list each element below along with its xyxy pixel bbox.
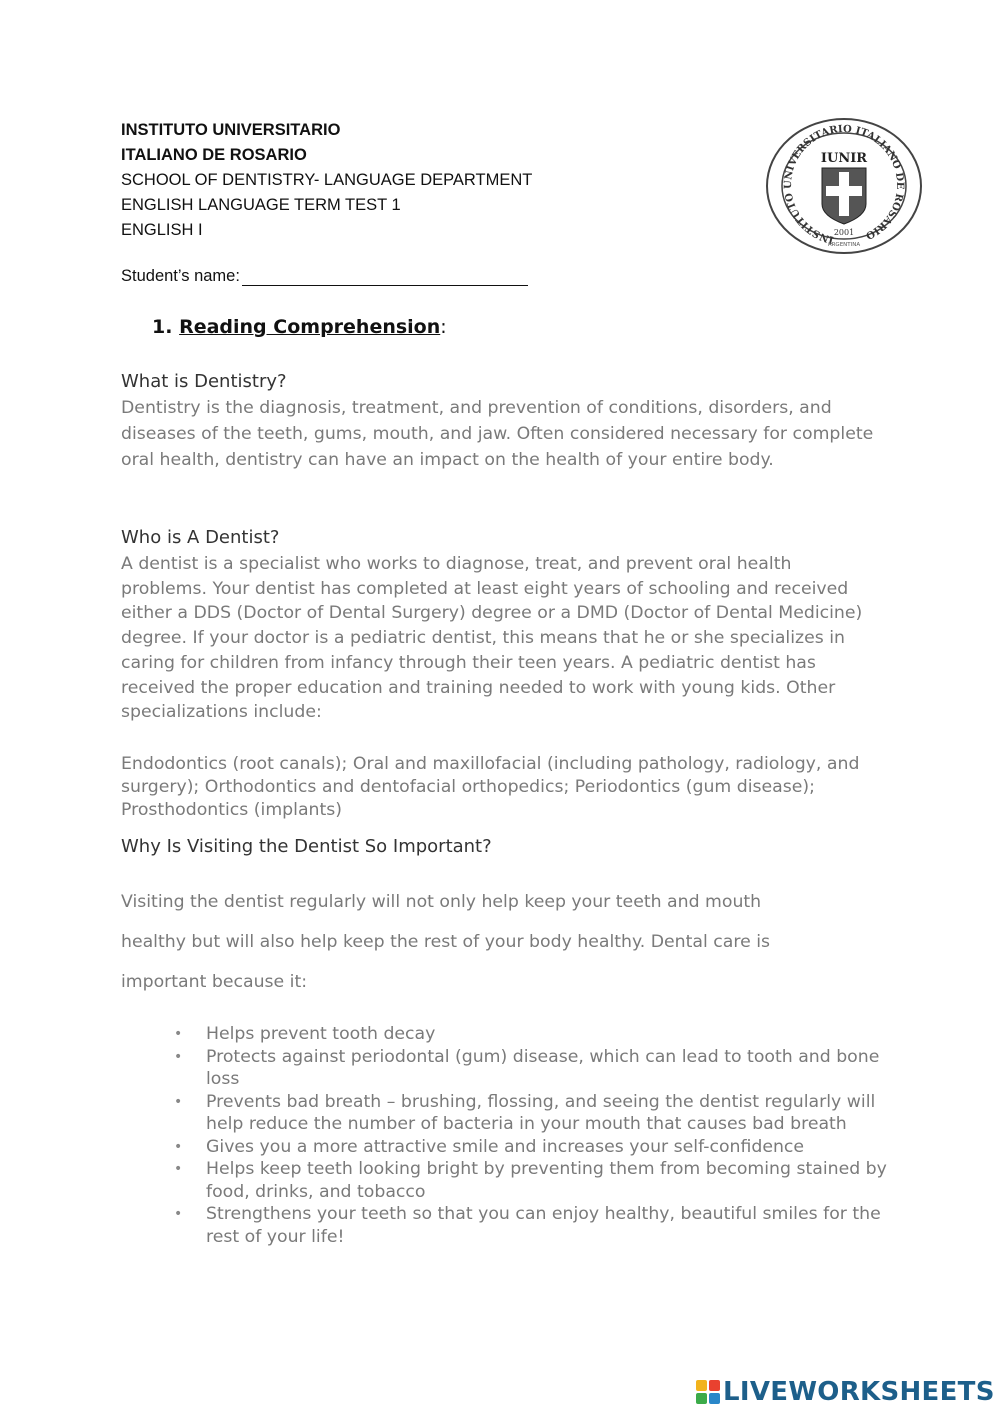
list-item: • Protects against periodontal (gum) disease, which can lead to tooth and bone loss — [174, 1046, 880, 1089]
institution-name-line1: INSTITUTO UNIVERSITARIO — [121, 121, 341, 139]
bullet-icon: • — [174, 1161, 183, 1177]
heading-who-is-a-dentist: Who is A Dentist? — [121, 527, 280, 548]
student-name-blank[interactable] — [242, 266, 528, 286]
list-item: • Prevents bad breath – brushing, flossing, and seeing the dentist regularly will help reduce the number of bacteria in your mouth that causes bad breath — [174, 1091, 876, 1134]
student-name-field — [121, 266, 528, 286]
seal-acronym: IUNIR — [820, 151, 868, 166]
section-title-colon: : — [440, 316, 447, 338]
institution-name-line2: ITALIANO DE ROSARIO — [121, 146, 307, 164]
liveworksheets-blocks-icon — [696, 1380, 720, 1404]
list-item: • Strengthens your teeth so that you can enjoy healthy, beautiful smiles for the rest of your life! — [174, 1204, 881, 1247]
list-item: • Helps keep teeth looking bright by preventing them from becoming stained by food, drinks, and tobacco — [174, 1159, 887, 1202]
paragraph-who-is-a-dentist: A dentist is a specialist who works to diagnose, treat, and prevent oral health problems. Your dentist has completed at least eight years of schooling and received either a DDS (Doctor of Dental Surgery) degree or a DMD (Doctor of Dental Medicine) degree. If your doctor is a pediatric dentist, this means that he or she specializes in caring for children from infancy through their teen years. A pediatric dentist has received the proper education and training needed to work with young kids. Other specializations include: — [121, 554, 863, 723]
test-name: ENGLISH LANGUAGE TERM TEST 1 — [121, 196, 401, 214]
bullet-icon: • — [174, 1138, 183, 1155]
liveworksheets-logo[interactable] — [696, 1376, 995, 1408]
paragraph-why-visit-dentist: Visiting the dentist regularly will not only help keep your teeth and mouth healthy but will also help keep the rest of your body healthy. Dental care is important because it: — [121, 892, 771, 992]
bullet-icon: • — [174, 1093, 183, 1110]
section-title — [152, 316, 447, 338]
seal-country: ARGENTINA — [827, 242, 861, 248]
section-number: 1. — [152, 316, 173, 338]
seal-year: 2001 — [833, 228, 855, 237]
bullet-icon: • — [174, 1026, 183, 1042]
student-name-label: Student’s name: — [121, 267, 240, 285]
section-title-text: Reading Comprehension — [179, 316, 441, 338]
liveworksheets-brand-text: LIVEWORKSHEETS — [723, 1377, 995, 1407]
institution-header — [121, 118, 532, 243]
seal-ring-text: INSTITUTO UNIVERSITARIO ITALIANO DE ROSARIO — [783, 123, 906, 245]
school-department: SCHOOL OF DENTISTRY- LANGUAGE DEPARTMENT — [121, 171, 533, 189]
heading-why-visit-dentist: Why Is Visiting the Dentist So Important? — [121, 836, 492, 857]
list-item: • Helps prevent tooth decay — [174, 1024, 436, 1044]
paragraph-what-is-dentistry: Dentistry is the diagnosis, treatment, and prevention of conditions, disorders, and diseases of the teeth, gums, mouth, and jaw. Often considered necessary for complete oral health, dentistry can have an impact on the health of your entire body. — [121, 398, 874, 470]
university-seal-logo — [764, 116, 924, 256]
heading-what-is-dentistry: What is Dentistry? — [121, 371, 287, 392]
benefits-list — [172, 1023, 892, 1248]
bullet-icon: • — [174, 1048, 183, 1065]
bullet-icon: • — [174, 1206, 183, 1222]
course-name: ENGLISH I — [121, 221, 203, 239]
list-item: • Gives you a more attractive smile and increases your self-confidence — [174, 1136, 805, 1157]
paragraph-specializations: Endodontics (root canals); Oral and maxillofacial (including pathology, radiology, and surgery); Orthodontics and dentofacial orthopedics; Periodontics (gum disease); Prosthodontics (implants) — [121, 754, 860, 820]
